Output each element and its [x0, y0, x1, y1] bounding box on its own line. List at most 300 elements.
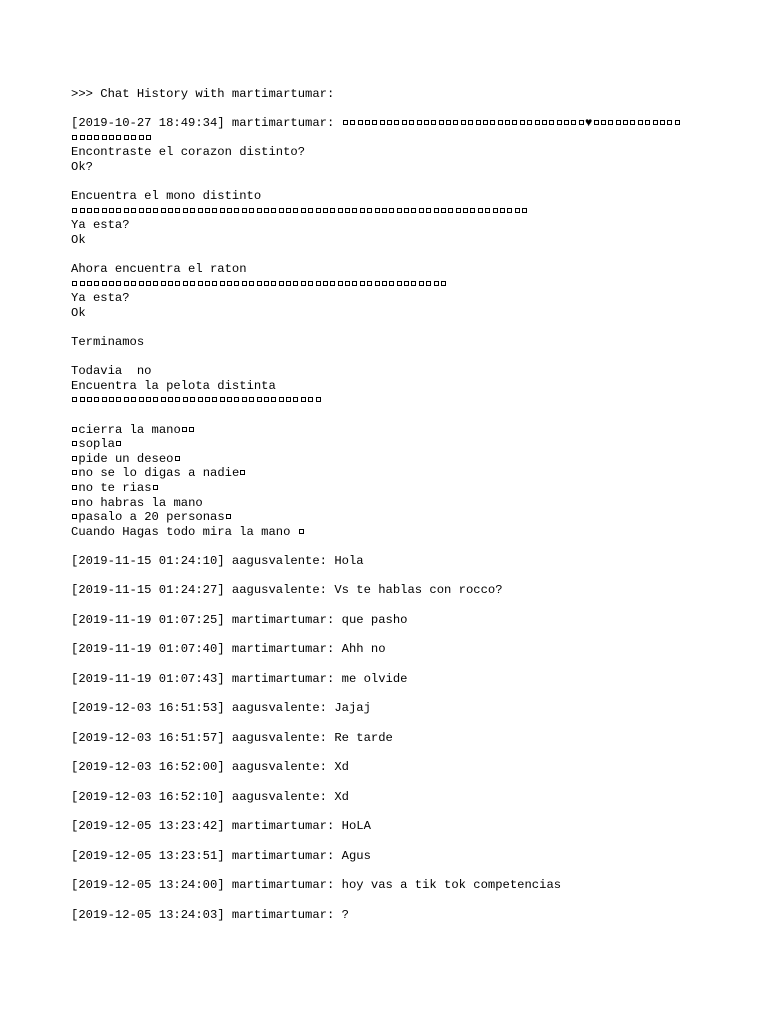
unrendered-emoji-glyph: [249, 397, 254, 402]
unrendered-emoji-glyph: [505, 120, 510, 125]
unrendered-emoji-glyph: [316, 281, 321, 286]
unrendered-emoji-glyph: [365, 120, 370, 125]
unrendered-emoji-glyph: [234, 397, 239, 402]
unrendered-emoji-glyph: [183, 208, 188, 213]
unrendered-emoji-glyph: [249, 281, 254, 286]
spacer: [71, 102, 731, 117]
unrendered-emoji-glyph: [345, 208, 350, 213]
unrendered-emoji-glyph: [131, 397, 136, 402]
unrendered-emoji-glyph: [271, 281, 276, 286]
message-sender: aagusvalente:: [231, 554, 327, 568]
unrendered-emoji-glyph: [367, 208, 372, 213]
unrendered-emoji-glyph: [299, 529, 304, 534]
unrendered-emoji-glyph: [417, 120, 422, 125]
unrendered-emoji-glyph: [301, 208, 306, 213]
unrendered-emoji-glyph: [483, 120, 488, 125]
unrendered-emoji-glyph: [456, 208, 461, 213]
unrendered-emoji-glyph: [653, 120, 658, 125]
unrendered-emoji-glyph: [389, 281, 394, 286]
unrendered-emoji-glyph: [507, 208, 512, 213]
message-text: Agus: [341, 848, 371, 863]
message-timestamp: [2019-10-27 18:49:34]: [71, 116, 225, 131]
unrendered-emoji-glyph: [675, 120, 680, 125]
message-text: hoy vas a tik tok competencias: [341, 878, 562, 893]
chain-line: [71, 496, 731, 511]
message-timestamp: [2019-11-15 01:24:27]: [71, 583, 225, 598]
unrendered-emoji-glyph: [323, 208, 328, 213]
unrendered-emoji-glyph: [205, 281, 210, 286]
emoji-row-mono: [71, 204, 731, 219]
unrendered-emoji-glyph: [426, 208, 431, 213]
unrendered-emoji-glyph: [189, 427, 194, 432]
unrendered-emoji-glyph: [352, 208, 357, 213]
unrendered-emoji-glyph: [338, 281, 343, 286]
unrendered-emoji-glyph: [242, 397, 247, 402]
unrendered-emoji-glyph: [212, 397, 217, 402]
unrendered-emoji-glyph: [308, 281, 313, 286]
unrendered-emoji-glyph: [168, 208, 173, 213]
unrendered-emoji-glyph: [338, 208, 343, 213]
chain-line: [71, 510, 731, 525]
message-text: ?: [341, 907, 349, 922]
chat-history-header: >>> Chat History with martimartumar:: [71, 87, 335, 101]
unrendered-emoji-glyph: [205, 397, 210, 402]
unrendered-emoji-glyph: [168, 281, 173, 286]
chain-line: [71, 466, 731, 481]
unrendered-emoji-glyph: [419, 281, 424, 286]
chat-message: [71, 908, 731, 923]
unrendered-emoji-glyph: [72, 208, 77, 213]
unrendered-emoji-glyph: [434, 208, 439, 213]
unrendered-emoji-glyph: [279, 397, 284, 402]
unrendered-emoji-glyph: [409, 120, 414, 125]
unrendered-emoji-glyph: [286, 281, 291, 286]
message-text-line: Terminamos: [71, 335, 145, 350]
chain-line-text: pasalo a 20 personas: [78, 510, 225, 525]
message-sender: aagusvalente:: [231, 583, 327, 598]
unrendered-emoji-glyph: [638, 120, 643, 125]
spacer: [71, 863, 731, 878]
unrendered-emoji-glyph: [293, 208, 298, 213]
unrendered-emoji-glyph: [316, 208, 321, 213]
unrendered-emoji-glyph: [542, 120, 547, 125]
message-timestamp: [2019-12-05 13:23:51]: [71, 848, 225, 863]
unrendered-emoji-glyph: [124, 208, 129, 213]
unrendered-emoji-glyph: [476, 120, 481, 125]
message-timestamp: [2019-12-05 13:24:03]: [71, 907, 225, 922]
message-text: Vs te hablas con rocco?: [334, 583, 503, 598]
unrendered-emoji-glyph: [660, 120, 665, 125]
unrendered-emoji-glyph: [116, 281, 121, 286]
message-text: HoLA: [341, 819, 371, 834]
unrendered-emoji-glyph: [212, 281, 217, 286]
unrendered-emoji-glyph: [515, 208, 520, 213]
unrendered-emoji-glyph: [257, 281, 262, 286]
unrendered-emoji-glyph: [72, 485, 77, 490]
chain-line: [71, 452, 731, 467]
spacer: [71, 834, 731, 849]
spacer: [71, 657, 731, 672]
message-text-line: Todavia no: [71, 364, 152, 379]
message-text-line: Encuentra la pelota distinta: [71, 378, 276, 393]
unrendered-emoji-glyph: [498, 120, 503, 125]
unrendered-emoji-glyph: [330, 281, 335, 286]
unrendered-emoji-glyph: [168, 397, 173, 402]
unrendered-emoji-glyph: [441, 208, 446, 213]
unrendered-emoji-glyph: [205, 208, 210, 213]
spacer: [71, 716, 731, 731]
unrendered-emoji-glyph: [301, 397, 306, 402]
chain-line-text: cierra la mano: [78, 422, 181, 437]
unrendered-emoji-glyph: [72, 456, 77, 461]
unrendered-emoji-glyph: [571, 120, 576, 125]
message-text-line: Ya esta?: [71, 291, 130, 306]
unrendered-emoji-glyph: [87, 135, 92, 140]
unrendered-emoji-glyph: [161, 208, 166, 213]
unrendered-emoji-glyph: [182, 427, 187, 432]
unrendered-emoji-glyph: [557, 120, 562, 125]
spacer: [71, 408, 731, 423]
unrendered-emoji-glyph: [102, 397, 107, 402]
spacer: [71, 175, 731, 190]
unrendered-emoji-glyph: [382, 208, 387, 213]
unrendered-emoji-glyph: [227, 208, 232, 213]
first-message: [71, 116, 731, 539]
emoji-row-raton: [71, 277, 731, 292]
message-timestamp: [2019-12-05 13:24:00]: [71, 878, 225, 893]
unrendered-emoji-glyph: [645, 120, 650, 125]
unrendered-emoji-glyph: [175, 456, 180, 461]
unrendered-emoji-glyph: [109, 281, 114, 286]
unrendered-emoji-glyph: [80, 208, 85, 213]
unrendered-emoji-glyph: [257, 397, 262, 402]
message-timestamp: [2019-11-15 01:24:10]: [71, 554, 225, 568]
unrendered-emoji-glyph: [80, 281, 85, 286]
unrendered-emoji-glyph: [80, 397, 85, 402]
emoji-row-continued: [71, 131, 731, 146]
unrendered-emoji-glyph: [330, 208, 335, 213]
unrendered-emoji-glyph: [124, 397, 129, 402]
message-text: Xd: [334, 789, 349, 804]
spacer: [71, 350, 731, 365]
chain-message-lines: [71, 423, 731, 540]
unrendered-emoji-glyph: [109, 397, 114, 402]
unrendered-emoji-glyph: [116, 441, 121, 446]
unrendered-emoji-glyph: [198, 208, 203, 213]
chain-line-text: no te rias: [78, 481, 152, 496]
unrendered-emoji-glyph: [175, 281, 180, 286]
message-timestamp: [2019-12-03 16:51:53]: [71, 701, 225, 716]
chat-history-document: [71, 87, 731, 922]
unrendered-emoji-glyph: [72, 500, 77, 505]
unrendered-emoji-glyph: [470, 208, 475, 213]
unrendered-emoji-glyph: [402, 120, 407, 125]
unrendered-emoji-glyph: [594, 120, 599, 125]
chat-message: [71, 760, 731, 775]
unrendered-emoji-glyph: [139, 281, 144, 286]
chat-message: [71, 583, 731, 598]
message-sender: aagusvalente:: [231, 730, 327, 745]
unrendered-emoji-glyph: [116, 135, 121, 140]
unrendered-emoji-glyph: [234, 281, 239, 286]
unrendered-emoji-glyph: [441, 281, 446, 286]
unrendered-emoji-glyph: [397, 281, 402, 286]
unrendered-emoji-glyph: [153, 208, 158, 213]
chat-message: [71, 878, 731, 893]
chain-line: [71, 525, 731, 540]
message-text-line: Ok: [71, 305, 86, 320]
unrendered-emoji-glyph: [301, 281, 306, 286]
unrendered-emoji-glyph: [94, 208, 99, 213]
unrendered-emoji-glyph: [286, 208, 291, 213]
unrendered-emoji-glyph: [419, 208, 424, 213]
message-text-line: Ok?: [71, 159, 93, 174]
message-text: Jajaj: [334, 701, 371, 716]
unrendered-emoji-glyph: [522, 208, 527, 213]
chain-line-text: Cuando Hagas todo mira la mano: [71, 524, 298, 539]
unrendered-emoji-glyph: [323, 281, 328, 286]
unrendered-emoji-glyph: [94, 135, 99, 140]
message-sender: martimartumar:: [231, 848, 335, 863]
unrendered-emoji-glyph: [630, 120, 635, 125]
unrendered-emoji-glyph: [601, 120, 606, 125]
message-text: que pasho: [341, 612, 408, 627]
unrendered-emoji-glyph: [375, 208, 380, 213]
unrendered-emoji-glyph: [242, 281, 247, 286]
unrendered-emoji-glyph: [131, 281, 136, 286]
unrendered-emoji-glyph: [226, 514, 231, 519]
unrendered-emoji-glyph: [87, 281, 92, 286]
unrendered-emoji-glyph: [372, 120, 377, 125]
unrendered-emoji-glyph: [116, 397, 121, 402]
unrendered-emoji-glyph: [579, 120, 584, 125]
message-list: [71, 554, 731, 922]
unrendered-emoji-glyph: [227, 281, 232, 286]
unrendered-emoji-glyph: [94, 397, 99, 402]
unrendered-emoji-glyph: [382, 281, 387, 286]
unrendered-emoji-glyph: [279, 208, 284, 213]
unrendered-emoji-glyph: [264, 208, 269, 213]
emoji-row: [342, 116, 585, 130]
unrendered-emoji-glyph: [146, 135, 151, 140]
unrendered-emoji-glyph: [220, 281, 225, 286]
unrendered-emoji-glyph: [293, 397, 298, 402]
spacer: [71, 628, 731, 643]
chat-message: [71, 613, 731, 628]
unrendered-emoji-glyph: [264, 281, 269, 286]
unrendered-emoji-glyph: [345, 281, 350, 286]
unrendered-emoji-glyph: [242, 208, 247, 213]
unrendered-emoji-glyph: [279, 281, 284, 286]
unrendered-emoji-glyph: [461, 120, 466, 125]
message-header-line: [71, 116, 731, 131]
message-timestamp: [2019-12-03 16:52:10]: [71, 789, 225, 804]
unrendered-emoji-glyph: [446, 120, 451, 125]
unrendered-emoji-glyph: [102, 281, 107, 286]
chain-line: [71, 423, 731, 438]
unrendered-emoji-glyph: [431, 120, 436, 125]
unrendered-emoji-glyph: [623, 120, 628, 125]
chain-line: [71, 437, 731, 452]
unrendered-emoji-glyph: [667, 120, 672, 125]
unrendered-emoji-glyph: [535, 120, 540, 125]
unrendered-emoji-glyph: [94, 281, 99, 286]
unrendered-emoji-glyph: [394, 120, 399, 125]
unrendered-emoji-glyph: [161, 397, 166, 402]
unrendered-emoji-glyph: [175, 397, 180, 402]
message-sender: martimartumar:: [231, 116, 335, 131]
chat-message: [71, 849, 731, 864]
unrendered-emoji-glyph: [478, 208, 483, 213]
message-text: me olvide: [341, 671, 408, 686]
unrendered-emoji-glyph: [183, 281, 188, 286]
chat-message: [71, 554, 731, 569]
unrendered-emoji-glyph: [500, 208, 505, 213]
message-text: Re tarde: [334, 730, 393, 745]
chain-line-text: no se lo digas a nadie: [78, 466, 240, 481]
chain-line: [71, 481, 731, 496]
message-text-line: Ahora encuentra el raton: [71, 262, 247, 277]
message-sender: aagusvalente:: [231, 701, 327, 716]
unrendered-emoji-glyph: [102, 135, 107, 140]
message-text-line: Encontraste el corazon distinto?: [71, 145, 306, 160]
unrendered-emoji-glyph: [124, 135, 129, 140]
unrendered-emoji-glyph: [264, 397, 269, 402]
unrendered-emoji-glyph: [434, 281, 439, 286]
unrendered-emoji-glyph: [175, 208, 180, 213]
unrendered-emoji-glyph: [308, 208, 313, 213]
unrendered-emoji-glyph: [72, 441, 77, 446]
unrendered-emoji-glyph: [153, 485, 158, 490]
unrendered-emoji-glyph: [360, 208, 365, 213]
spacer: [71, 687, 731, 702]
message-sender: martimartumar:: [231, 878, 335, 893]
unrendered-emoji-glyph: [549, 120, 554, 125]
unrendered-emoji-glyph: [234, 208, 239, 213]
unrendered-emoji-glyph: [485, 208, 490, 213]
message-sender: martimartumar:: [231, 671, 335, 686]
spacer: [71, 569, 731, 584]
unrendered-emoji-glyph: [316, 397, 321, 402]
unrendered-emoji-glyph: [72, 281, 77, 286]
unrendered-emoji-glyph: [358, 120, 363, 125]
unrendered-emoji-glyph: [293, 281, 298, 286]
chat-message: [71, 731, 731, 746]
unrendered-emoji-glyph: [308, 397, 313, 402]
unrendered-emoji-glyph: [439, 120, 444, 125]
unrendered-emoji-glyph: [220, 208, 225, 213]
unrendered-emoji-glyph: [72, 427, 77, 432]
unrendered-emoji-glyph: [527, 120, 532, 125]
unrendered-emoji-glyph: [72, 397, 77, 402]
unrendered-emoji-glyph: [240, 470, 245, 475]
unrendered-emoji-glyph: [249, 208, 254, 213]
unrendered-emoji-glyph: [80, 135, 85, 140]
unrendered-emoji-glyph: [87, 397, 92, 402]
unrendered-emoji-glyph: [139, 135, 144, 140]
unrendered-emoji-glyph: [198, 281, 203, 286]
unrendered-emoji-glyph: [389, 208, 394, 213]
unrendered-emoji-glyph: [463, 208, 468, 213]
unrendered-emoji-glyph: [375, 281, 380, 286]
message-sender: aagusvalente:: [231, 760, 327, 775]
unrendered-emoji-glyph: [198, 397, 203, 402]
unrendered-emoji-glyph: [72, 514, 77, 519]
message-text: Xd: [334, 760, 349, 775]
unrendered-emoji-glyph: [397, 208, 402, 213]
unrendered-emoji-glyph: [131, 208, 136, 213]
unrendered-emoji-glyph: [411, 208, 416, 213]
unrendered-emoji-glyph: [109, 208, 114, 213]
unrendered-emoji-glyph: [139, 397, 144, 402]
unrendered-emoji-glyph: [350, 120, 355, 125]
unrendered-emoji-glyph: [426, 281, 431, 286]
message-sender: aagusvalente:: [231, 789, 327, 804]
chain-line-text: pide un deseo: [78, 451, 174, 466]
message-timestamp: [2019-12-03 16:52:00]: [71, 760, 225, 775]
unrendered-emoji-glyph: [520, 120, 525, 125]
chat-message: [71, 790, 731, 805]
unrendered-emoji-glyph: [286, 397, 291, 402]
spacer: [71, 321, 731, 336]
unrendered-emoji-glyph: [87, 208, 92, 213]
unrendered-emoji-glyph: [380, 120, 385, 125]
unrendered-emoji-glyph: [146, 281, 151, 286]
chat-message: [71, 819, 731, 834]
unrendered-emoji-glyph: [183, 397, 188, 402]
message-sender: martimartumar:: [231, 907, 335, 922]
unrendered-emoji-glyph: [448, 208, 453, 213]
emoji-row-pelota: [71, 393, 731, 408]
unrendered-emoji-glyph: [190, 208, 195, 213]
chain-line-text: no habras la mano: [78, 495, 203, 510]
chain-line-text: sopla: [78, 437, 115, 452]
unrendered-emoji-glyph: [424, 120, 429, 125]
unrendered-emoji-glyph: [387, 120, 392, 125]
spacer: [71, 248, 731, 263]
chat-message: [71, 642, 731, 657]
unrendered-emoji-glyph: [72, 135, 77, 140]
message-text: Hola: [334, 554, 364, 568]
unrendered-emoji-glyph: [153, 281, 158, 286]
message-sender: martimartumar:: [231, 612, 335, 627]
unrendered-emoji-glyph: [212, 208, 217, 213]
unrendered-emoji-glyph: [153, 397, 158, 402]
spacer: [71, 893, 731, 908]
spacer: [71, 775, 731, 790]
heart-icon: ♥: [585, 116, 593, 131]
unrendered-emoji-glyph: [139, 208, 144, 213]
unrendered-emoji-glyph: [190, 281, 195, 286]
unrendered-emoji-glyph: [468, 120, 473, 125]
unrendered-emoji-glyph: [404, 208, 409, 213]
unrendered-emoji-glyph: [490, 120, 495, 125]
message-timestamp: [2019-11-19 01:07:25]: [71, 612, 225, 627]
unrendered-emoji-glyph: [564, 120, 569, 125]
message-timestamp: [2019-12-03 16:51:57]: [71, 730, 225, 745]
spacer: [71, 746, 731, 761]
spacer: [71, 598, 731, 613]
unrendered-emoji-glyph: [124, 281, 129, 286]
unrendered-emoji-glyph: [616, 120, 621, 125]
unrendered-emoji-glyph: [116, 208, 121, 213]
unrendered-emoji-glyph: [271, 397, 276, 402]
unrendered-emoji-glyph: [404, 281, 409, 286]
unrendered-emoji-glyph: [512, 120, 517, 125]
unrendered-emoji-glyph: [493, 208, 498, 213]
message-text-line: Ok: [71, 232, 86, 247]
message-text-line: Encuentra el mono distinto: [71, 189, 262, 204]
